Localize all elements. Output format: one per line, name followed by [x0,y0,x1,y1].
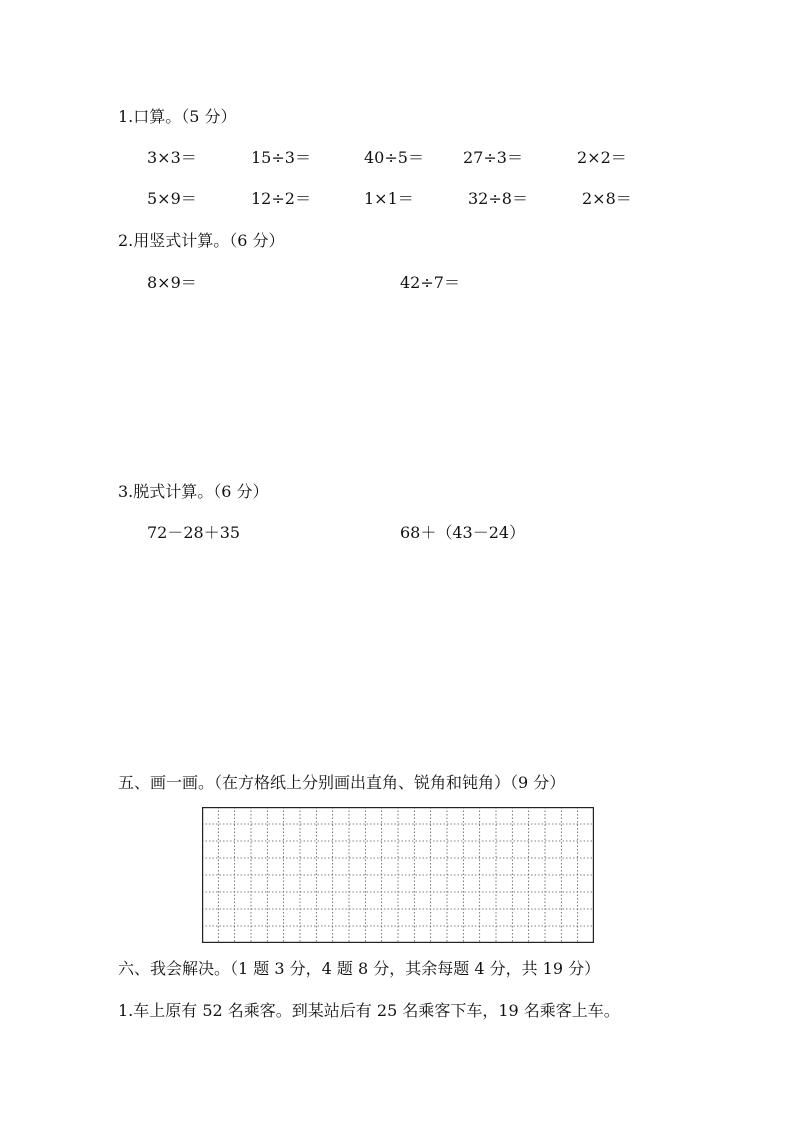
q3-heading: 3.脱式计算。（6 分） [118,482,269,501]
q1-r1-c2: 15÷3＝ [251,148,311,167]
q1-r1-c5: 2×2＝ [577,148,627,167]
q2-item-2: 42÷7＝ [400,273,460,292]
q1-r1-c3: 40÷5＝ [364,148,424,167]
q1-r1-c4: 27÷3＝ [463,148,523,167]
grid-paper[interactable] [202,807,594,943]
q1-r2-c2: 12÷2＝ [251,189,311,208]
q1-r2-c4: 32÷8＝ [468,189,528,208]
grid-paper-svg [202,807,594,943]
q3-item-2: 68＋（43－24） [400,523,526,542]
q1-r2-c5: 2×8＝ [582,189,632,208]
q2-item-1: 8×9＝ [147,273,197,292]
part5-heading: 五、画一画。（在方格纸上分别画出直角、锐角和钝角）（9 分） [118,773,566,792]
part6-heading: 六、我会解决。（1 题 3 分，4 题 8 分，其余每题 4 分，共 19 分） [118,959,601,978]
q2-heading: 2.用竖式计算。（6 分） [118,231,285,250]
part6-problem-1: 1.车上原有 52 名乘客。到某站后有 25 名乘客下车，19 名乘客上车。 [118,1001,620,1020]
q3-item-1: 72－28＋35 [147,523,241,542]
q1-heading: 1.口算。（5 分） [118,107,237,126]
q1-r2-c3: 1×1＝ [364,189,414,208]
q1-r2-c1: 5×9＝ [147,189,197,208]
q1-r1-c1: 3×3＝ [147,148,197,167]
